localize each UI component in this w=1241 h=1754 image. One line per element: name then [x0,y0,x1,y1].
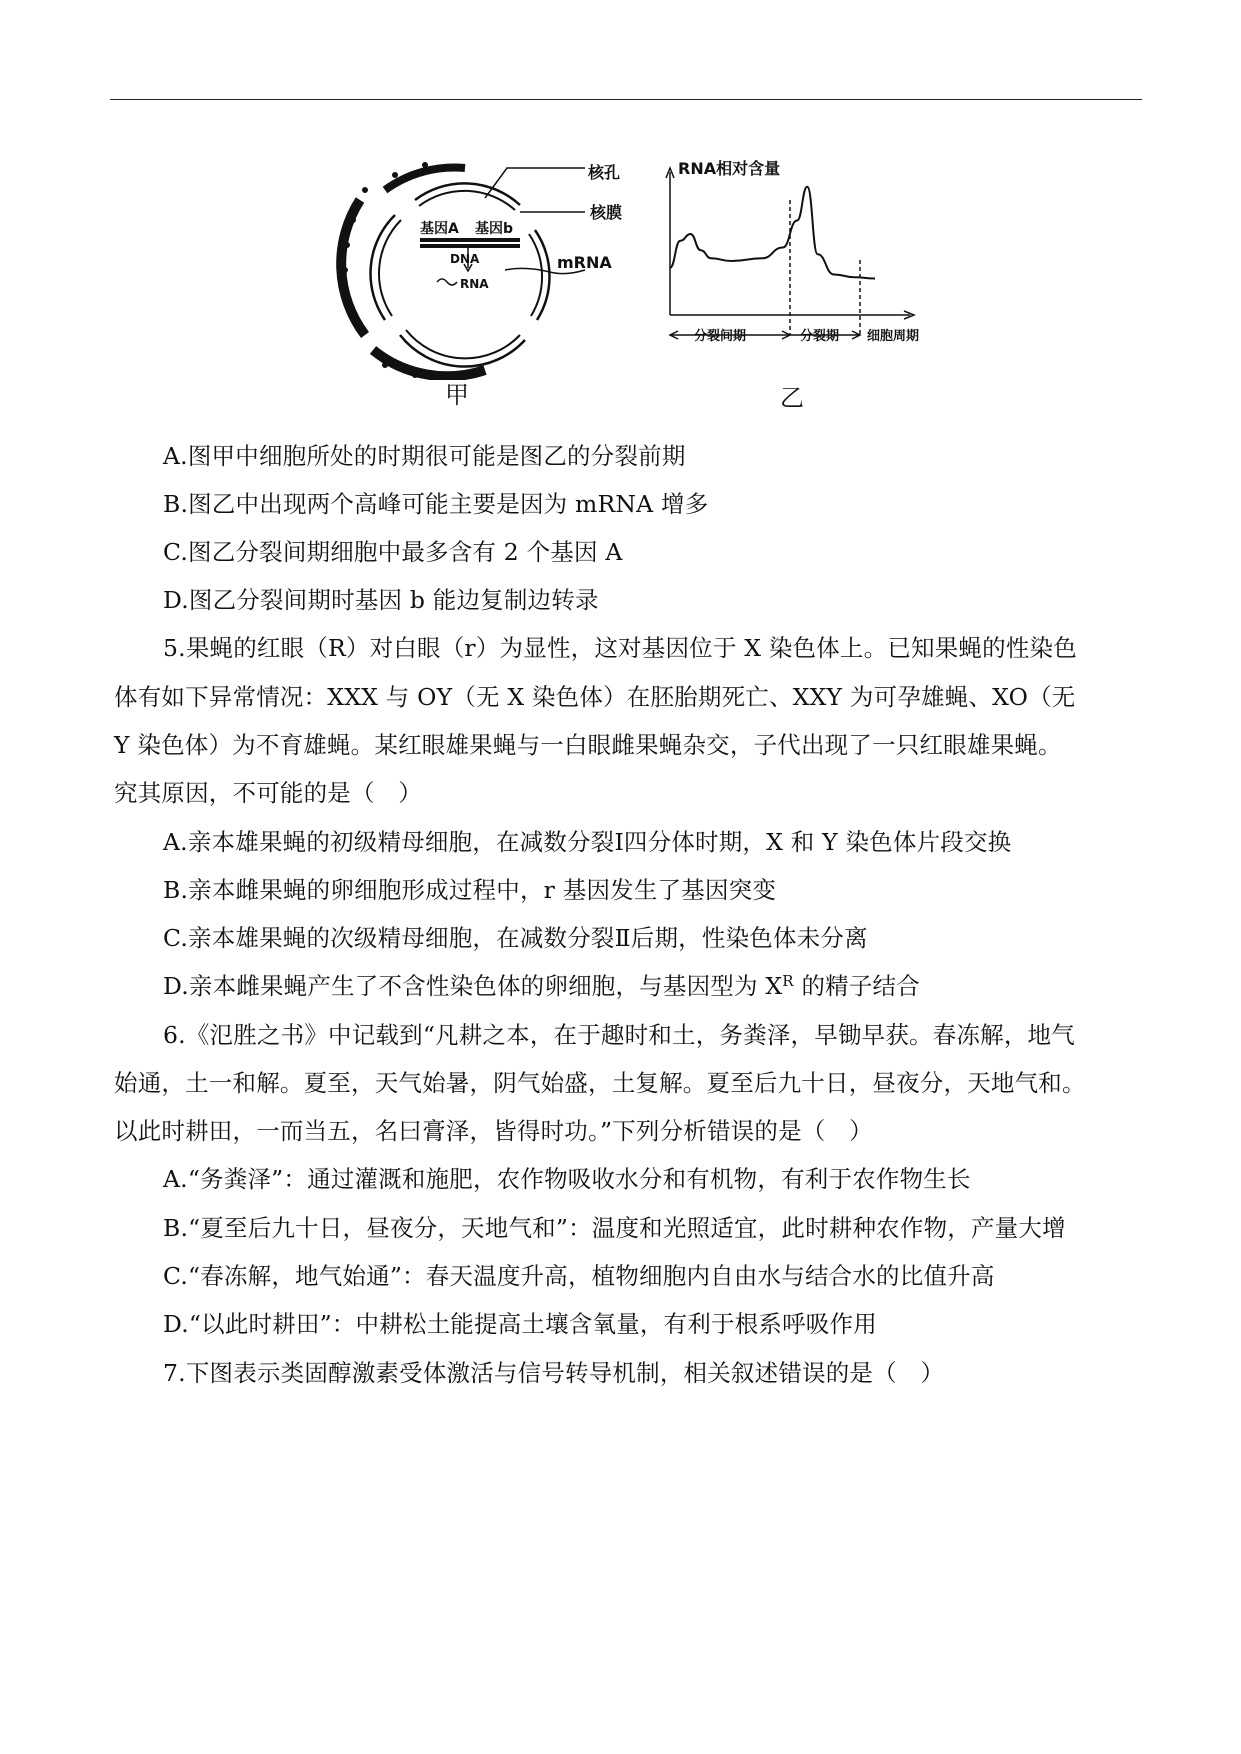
q5-option-d [163,970,920,1002]
q4-option-d: D.图乙分裂间期时基因 b 能边复制边转录 [163,586,599,614]
figure-caption-yi: 乙 [780,384,804,412]
nucleus-diagram [325,160,625,380]
q5-option-d-sup: R [782,972,794,990]
q5-option-d-tail: 的精子结合 [793,972,920,1000]
label-rna: RNA [460,277,489,291]
q6-stem-line3: 以此时耕田，一而当五，名曰膏泽，皆得时功。”下列分析错误的是（ ） [114,1117,873,1145]
q5-stem-line2: 体有如下异常情况：XXX 与 OY（无 X 染色体）在胚胎期死亡、XXY 为可孕雄蝇、XO（无 [114,683,1076,711]
q5-option-d-text: D.亲本雌果蝇产生了不含性染色体的卵细胞，与基因型为 X [163,972,783,1000]
phase-label-interphase: 分裂间期 [694,329,747,344]
header-rule [110,99,1142,100]
label-envelope: 核膜 [590,203,623,222]
label-mrna: mRNA [557,253,612,272]
q6-option-d: D.“以此时耕田”：中耕松土能提高土壤含氧量，有利于根系呼吸作用 [163,1310,877,1338]
q5-option-c: C.亲本雄果蝇的次级精母细胞，在减数分裂Ⅱ后期，性染色体未分离 [163,924,868,952]
chart-ylabel: RNA相对含量 [678,160,781,178]
label-pore: 核孔 [588,163,621,182]
q6-stem-line2: 始通，土一和解。夏至，天气始暑，阴气始盛，土复解。夏至后九十日，昼夜分，天地气和。 [114,1069,1086,1097]
label-gene-a: 基因A [420,221,459,237]
q5-stem-line3: Y 染色体）为不育雄蝇。某红眼雄果蝇与一白眼雌果蝇杂交，子代出现了一只红眼雄果蝇。 [114,731,1062,759]
figure [325,160,1005,420]
q7-stem: 7.下图表示类固醇激素受体激活与信号转导机制，相关叙述错误的是（ ） [163,1359,945,1387]
q5-stem-line1: 5.果蝇的红眼（R）对白眼（r）为显性，这对基因位于 X 染色体上。已知果蝇的性染色 [163,634,1077,662]
rna-content-chart [660,160,950,360]
q5-stem-line4: 究其原因，不可能的是（ ） [114,779,423,807]
q6-option-b: B.“夏至后九十日，昼夜分，天地气和”：温度和光照适宜，此时耕种农作物，产量大增 [163,1214,1066,1242]
series-line [670,187,875,279]
q6-option-c: C.“春冻解，地气始通”：春天温度升高，植物细胞内自由水与结合水的比值升高 [163,1262,995,1290]
q4-option-a: A.图甲中细胞所处的时期很可能是图乙的分裂前期 [163,442,686,470]
q6-stem-line1: 6.《氾胜之书》中记载到“凡耕之本，在于趣时和土，务粪泽，早锄早获。春冻解，地气 [163,1021,1075,1049]
q6-option-a: A.“务粪泽”：通过灌溉和施肥，农作物吸收水分和有机物，有利于农作物生长 [163,1165,971,1193]
label-gene-b: 基因b [475,221,514,237]
phase-label-division: 分裂期 [800,329,840,344]
q5-option-a: A.亲本雄果蝇的初级精母细胞，在减数分裂Ⅰ四分体时期，X 和 Y 染色体片段交换 [163,828,1012,856]
q5-option-b: B.亲本雌果蝇的卵细胞形成过程中，r 基因发生了基因突变 [163,876,777,904]
label-dna: DNA [450,252,480,266]
q4-option-b: B.图乙中出现两个高峰可能主要是因为 mRNA 增多 [163,490,709,518]
q4-option-c: C.图乙分裂间期细胞中最多含有 2 个基因 A [163,538,623,566]
phase-label-cycle: 细胞周期 [867,329,920,344]
figure-caption-jia: 甲 [445,381,469,409]
